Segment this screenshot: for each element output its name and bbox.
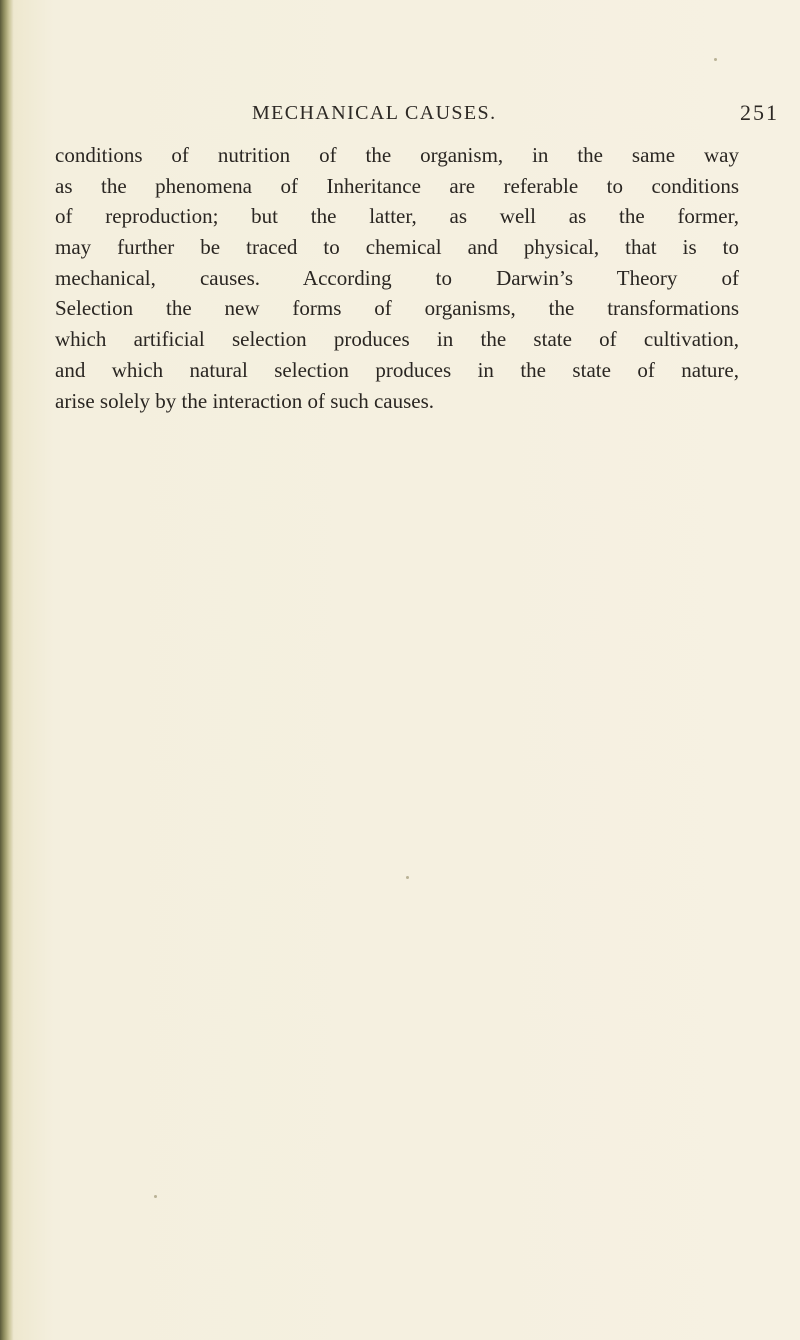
text-line: and which natural selection produces in the state of nature, bbox=[55, 357, 739, 382]
page-number: 251 bbox=[740, 100, 779, 125]
page-binding-edge bbox=[0, 0, 14, 1340]
body-paragraph bbox=[55, 140, 739, 416]
text-line: may further be traced to chemical and physical, that is to bbox=[55, 235, 739, 260]
text-line: arise solely by the interaction of such causes. bbox=[55, 388, 435, 413]
text-line: Selection the new forms of organisms, the transformations bbox=[55, 296, 739, 321]
text-line: as the phenomena of Inheritance are referable to conditions bbox=[55, 173, 739, 198]
text-line: which artificial selection produces in the state of cultivation, bbox=[55, 327, 739, 352]
text-line: conditions of nutrition of the organism, in the same way bbox=[55, 143, 739, 167]
paper-speck bbox=[154, 1195, 157, 1198]
text-line: mechanical, causes. According to Darwin’s Theory of bbox=[55, 265, 739, 290]
text-line: of reproduction; but the latter, as well as the former, bbox=[55, 204, 739, 229]
paper-speck bbox=[714, 58, 717, 61]
paper-speck bbox=[406, 876, 409, 879]
running-head: MECHANICAL CAUSES. bbox=[252, 102, 497, 124]
